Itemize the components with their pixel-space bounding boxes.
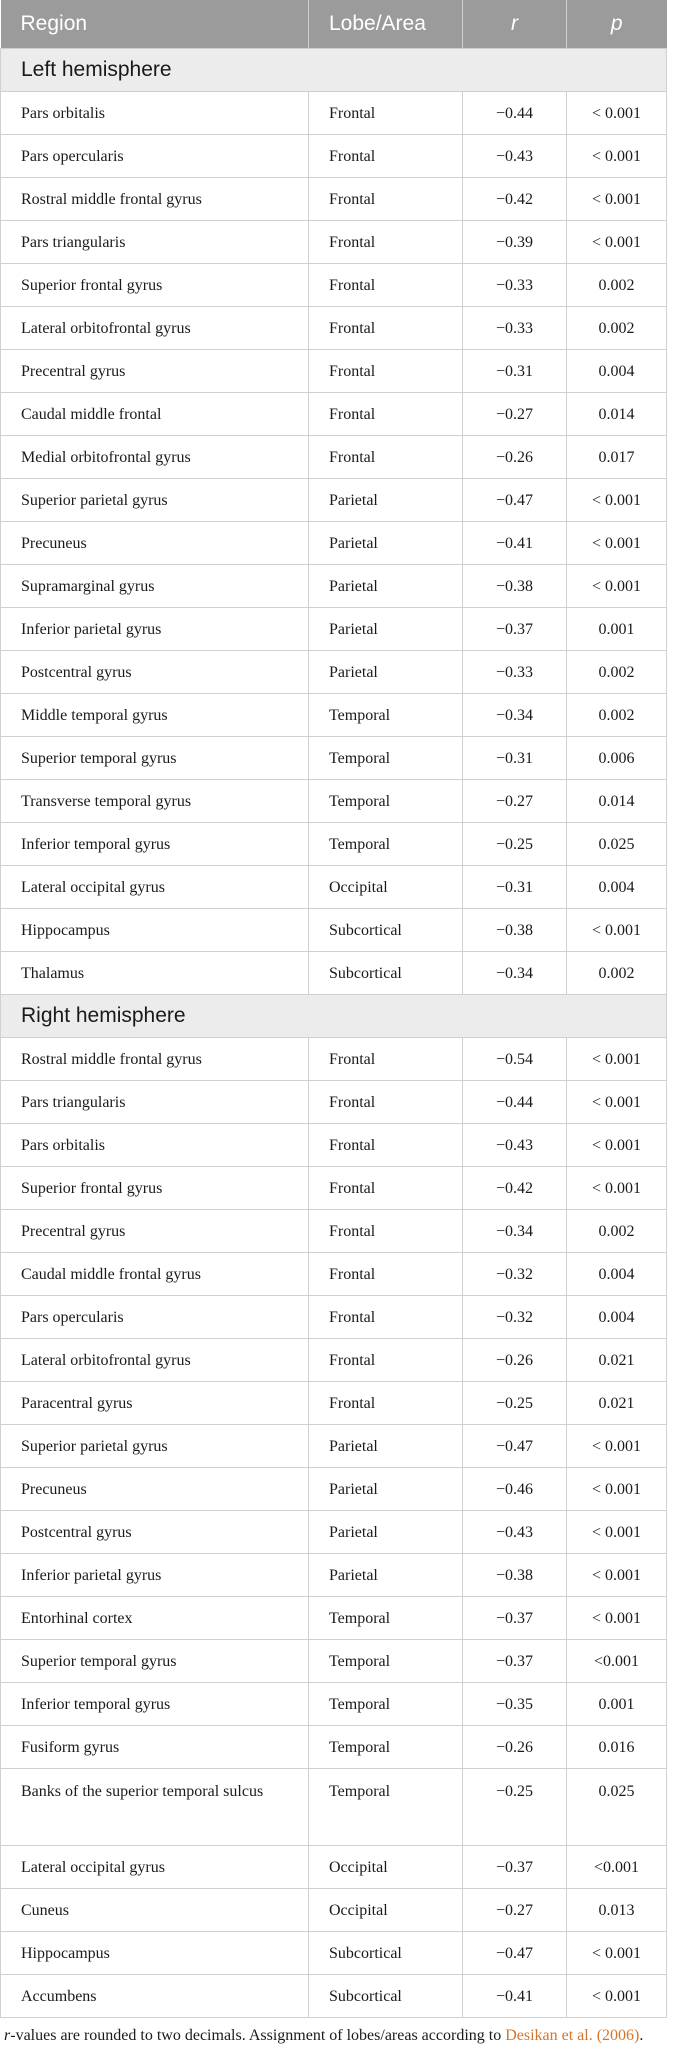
lobe-cell: Frontal (309, 1382, 463, 1425)
p-value-cell: < 0.001 (567, 221, 667, 264)
lobe-cell: Temporal (309, 1769, 463, 1846)
table-row (1, 1889, 667, 1932)
table-row (1, 608, 667, 651)
p-value-cell: < 0.001 (567, 1511, 667, 1554)
p-value-cell: < 0.001 (567, 92, 667, 135)
region-cell: Pars opercularis (1, 135, 309, 178)
table-row (1, 1210, 667, 1253)
lobe-cell: Temporal (309, 780, 463, 823)
table-row (1, 737, 667, 780)
region-cell: Pars orbitalis (1, 92, 309, 135)
table-row (1, 307, 667, 350)
lobe-cell: Occipital (309, 866, 463, 909)
p-value-cell: 0.002 (567, 307, 667, 350)
p-value-cell: 0.014 (567, 780, 667, 823)
p-value-cell: 0.016 (567, 1726, 667, 1769)
footnote-r-symbol: r (4, 2027, 11, 2044)
region-cell: Lateral orbitofrontal gyrus (1, 307, 309, 350)
region-cell: Pars opercularis (1, 1296, 309, 1339)
lobe-cell: Parietal (309, 522, 463, 565)
p-value-cell: 0.001 (567, 1683, 667, 1726)
r-value-cell: −0.31 (463, 350, 567, 393)
r-value-cell: −0.43 (463, 1511, 567, 1554)
citation-link[interactable]: Desikan et al. (2006) (505, 2027, 640, 2044)
lobe-cell: Frontal (309, 135, 463, 178)
table-row (1, 1554, 667, 1597)
column-header-p: p (567, 0, 667, 49)
region-cell: Banks of the superior temporal sulcus (1, 1769, 309, 1846)
region-cell: Precuneus (1, 522, 309, 565)
region-cell: Superior frontal gyrus (1, 1167, 309, 1210)
r-value-cell: −0.34 (463, 694, 567, 737)
lobe-cell: Parietal (309, 1425, 463, 1468)
region-cell: Inferior parietal gyrus (1, 608, 309, 651)
region-cell: Precuneus (1, 1468, 309, 1511)
table-row (1, 1511, 667, 1554)
table-row (1, 522, 667, 565)
region-cell: Middle temporal gyrus (1, 694, 309, 737)
region-cell: Lateral orbitofrontal gyrus (1, 1339, 309, 1382)
p-value-cell: < 0.001 (567, 1554, 667, 1597)
table-row (1, 1683, 667, 1726)
table-row (1, 1597, 667, 1640)
table-row (1, 1468, 667, 1511)
r-value-cell: −0.47 (463, 1932, 567, 1975)
region-cell: Superior temporal gyrus (1, 1640, 309, 1683)
region-cell: Superior parietal gyrus (1, 1425, 309, 1468)
table-row (1, 651, 667, 694)
region-cell: Rostral middle frontal gyrus (1, 178, 309, 221)
p-value-cell: 0.006 (567, 737, 667, 780)
lobe-cell: Parietal (309, 1468, 463, 1511)
lobe-cell: Frontal (309, 1038, 463, 1081)
r-value-cell: −0.39 (463, 221, 567, 264)
table-row (1, 1124, 667, 1167)
lobe-cell: Frontal (309, 1253, 463, 1296)
table-row (1, 264, 667, 307)
p-value-cell: < 0.001 (567, 178, 667, 221)
region-cell: Lateral occipital gyrus (1, 866, 309, 909)
r-value-cell: −0.37 (463, 1640, 567, 1683)
r-value-cell: −0.25 (463, 823, 567, 866)
r-value-cell: −0.54 (463, 1038, 567, 1081)
lobe-cell: Frontal (309, 1296, 463, 1339)
r-value-cell: −0.44 (463, 1081, 567, 1124)
region-cell: Lateral occipital gyrus (1, 1846, 309, 1889)
r-value-cell: −0.31 (463, 866, 567, 909)
r-value-cell: −0.44 (463, 92, 567, 135)
region-cell: Thalamus (1, 952, 309, 995)
p-value-cell: < 0.001 (567, 1081, 667, 1124)
lobe-cell: Temporal (309, 737, 463, 780)
lobe-cell: Frontal (309, 1167, 463, 1210)
p-value-cell: 0.021 (567, 1382, 667, 1425)
table-row (1, 393, 667, 436)
section-row (1, 995, 667, 1038)
lobe-cell: Frontal (309, 1210, 463, 1253)
table-row (1, 952, 667, 995)
table-header (1, 0, 667, 49)
table-row (1, 1640, 667, 1683)
r-value-cell: −0.25 (463, 1769, 567, 1846)
region-cell: Caudal middle frontal gyrus (1, 1253, 309, 1296)
lobe-cell: Parietal (309, 479, 463, 522)
lobe-cell: Frontal (309, 350, 463, 393)
p-value-cell: < 0.001 (567, 1124, 667, 1167)
p-value-cell: 0.002 (567, 651, 667, 694)
table-row (1, 436, 667, 479)
p-value-cell: < 0.001 (567, 479, 667, 522)
region-cell: Inferior temporal gyrus (1, 1683, 309, 1726)
r-value-cell: −0.27 (463, 780, 567, 823)
r-value-cell: −0.35 (463, 1683, 567, 1726)
table-body (1, 49, 667, 2018)
r-value-cell: −0.47 (463, 479, 567, 522)
p-value-cell: < 0.001 (567, 1975, 667, 2018)
lobe-cell: Temporal (309, 1683, 463, 1726)
r-value-cell: −0.27 (463, 1889, 567, 1932)
lobe-cell: Occipital (309, 1889, 463, 1932)
header-row (1, 0, 667, 49)
r-value-cell: −0.43 (463, 1124, 567, 1167)
p-value-cell: 0.002 (567, 694, 667, 737)
r-value-cell: −0.33 (463, 264, 567, 307)
r-value-cell: −0.32 (463, 1253, 567, 1296)
region-cell: Pars orbitalis (1, 1124, 309, 1167)
p-value-cell: 0.025 (567, 1769, 667, 1846)
r-value-cell: −0.37 (463, 608, 567, 651)
r-value-cell: −0.38 (463, 565, 567, 608)
lobe-cell: Temporal (309, 1726, 463, 1769)
r-value-cell: −0.33 (463, 307, 567, 350)
p-value-cell: < 0.001 (567, 135, 667, 178)
region-cell: Supramarginal gyrus (1, 565, 309, 608)
region-cell: Precentral gyrus (1, 350, 309, 393)
footnote-end: . (639, 2027, 644, 2044)
region-cell: Superior parietal gyrus (1, 479, 309, 522)
p-value-cell: 0.004 (567, 866, 667, 909)
lobe-cell: Frontal (309, 178, 463, 221)
p-value-cell: <0.001 (567, 1640, 667, 1683)
region-cell: Caudal middle frontal (1, 393, 309, 436)
region-cell: Precentral gyrus (1, 1210, 309, 1253)
lobe-cell: Subcortical (309, 952, 463, 995)
r-value-cell: −0.41 (463, 522, 567, 565)
p-value-cell: < 0.001 (567, 1932, 667, 1975)
table-row (1, 92, 667, 135)
region-cell: Transverse temporal gyrus (1, 780, 309, 823)
r-value-cell: −0.41 (463, 1975, 567, 2018)
table-row (1, 135, 667, 178)
r-value-cell: −0.37 (463, 1597, 567, 1640)
r-value-cell: −0.27 (463, 393, 567, 436)
p-value-cell: 0.002 (567, 1210, 667, 1253)
column-header-region: Region (1, 0, 309, 49)
table-row (1, 565, 667, 608)
lobe-cell: Temporal (309, 823, 463, 866)
region-cell: Accumbens (1, 1975, 309, 2018)
r-value-cell: −0.25 (463, 1382, 567, 1425)
table-row (1, 1425, 667, 1468)
p-value-cell: <0.001 (567, 1846, 667, 1889)
region-cell: Superior frontal gyrus (1, 264, 309, 307)
r-value-cell: −0.37 (463, 1846, 567, 1889)
table-row (1, 479, 667, 522)
region-cell: Inferior parietal gyrus (1, 1554, 309, 1597)
lobe-cell: Frontal (309, 221, 463, 264)
p-value-cell: 0.002 (567, 952, 667, 995)
table-row (1, 350, 667, 393)
lobe-cell: Subcortical (309, 909, 463, 952)
table-row (1, 1296, 667, 1339)
column-header-r: r (463, 0, 567, 49)
region-cell: Postcentral gyrus (1, 651, 309, 694)
table-row (1, 221, 667, 264)
lobe-cell: Frontal (309, 1081, 463, 1124)
lobe-cell: Parietal (309, 651, 463, 694)
lobe-cell: Frontal (309, 1124, 463, 1167)
table-row (1, 780, 667, 823)
r-value-cell: −0.46 (463, 1468, 567, 1511)
r-value-cell: −0.26 (463, 1339, 567, 1382)
p-value-cell: < 0.001 (567, 1038, 667, 1081)
table-row (1, 909, 667, 952)
region-cell: Postcentral gyrus (1, 1511, 309, 1554)
p-value-cell: 0.002 (567, 264, 667, 307)
table-row (1, 823, 667, 866)
lobe-cell: Parietal (309, 608, 463, 651)
table-footnote (0, 2018, 668, 2047)
table-row (1, 1726, 667, 1769)
p-value-cell: 0.013 (567, 1889, 667, 1932)
lobe-cell: Subcortical (309, 1975, 463, 2018)
region-cell: Paracentral gyrus (1, 1382, 309, 1425)
table-row (1, 1932, 667, 1975)
lobe-cell: Frontal (309, 436, 463, 479)
r-value-cell: −0.33 (463, 651, 567, 694)
section-title: Left hemisphere (1, 49, 667, 92)
r-value-cell: −0.47 (463, 1425, 567, 1468)
p-value-cell: 0.004 (567, 1296, 667, 1339)
p-value-cell: 0.017 (567, 436, 667, 479)
r-value-cell: −0.34 (463, 952, 567, 995)
p-value-cell: 0.021 (567, 1339, 667, 1382)
lobe-cell: Occipital (309, 1846, 463, 1889)
p-value-cell: < 0.001 (567, 1597, 667, 1640)
p-value-cell: 0.014 (567, 393, 667, 436)
lobe-cell: Frontal (309, 92, 463, 135)
p-value-cell: 0.001 (567, 608, 667, 651)
p-value-cell: 0.004 (567, 1253, 667, 1296)
table-row (1, 1769, 667, 1846)
lobe-cell: Frontal (309, 393, 463, 436)
region-cell: Pars triangularis (1, 1081, 309, 1124)
p-value-cell: 0.004 (567, 350, 667, 393)
table-row (1, 1253, 667, 1296)
table-row (1, 1382, 667, 1425)
r-value-cell: −0.32 (463, 1296, 567, 1339)
lobe-cell: Parietal (309, 1511, 463, 1554)
region-cell: Hippocampus (1, 1932, 309, 1975)
region-cell: Hippocampus (1, 909, 309, 952)
r-value-cell: −0.43 (463, 135, 567, 178)
region-cell: Cuneus (1, 1889, 309, 1932)
lobe-cell: Parietal (309, 565, 463, 608)
lobe-cell: Parietal (309, 1554, 463, 1597)
p-value-cell: < 0.001 (567, 1425, 667, 1468)
p-value-cell: < 0.001 (567, 1468, 667, 1511)
table-row (1, 1081, 667, 1124)
p-value-cell: < 0.001 (567, 565, 667, 608)
region-cell: Rostral middle frontal gyrus (1, 1038, 309, 1081)
region-cell: Superior temporal gyrus (1, 737, 309, 780)
table-row (1, 1038, 667, 1081)
p-value-cell: < 0.001 (567, 522, 667, 565)
region-cell: Pars triangularis (1, 221, 309, 264)
r-value-cell: −0.42 (463, 1167, 567, 1210)
table-row (1, 1167, 667, 1210)
p-value-cell: 0.025 (567, 823, 667, 866)
region-cell: Fusiform gyrus (1, 1726, 309, 1769)
table-row (1, 178, 667, 221)
table-row (1, 866, 667, 909)
table-row (1, 1975, 667, 2018)
region-cell: Entorhinal cortex (1, 1597, 309, 1640)
column-header-lobe: Lobe/Area (309, 0, 463, 49)
table-row (1, 1339, 667, 1382)
lobe-cell: Frontal (309, 264, 463, 307)
r-value-cell: −0.42 (463, 178, 567, 221)
lobe-cell: Frontal (309, 1339, 463, 1382)
r-value-cell: −0.31 (463, 737, 567, 780)
lobe-cell: Temporal (309, 1640, 463, 1683)
region-cell: Inferior temporal gyrus (1, 823, 309, 866)
lobe-cell: Frontal (309, 307, 463, 350)
region-cell: Medial orbitofrontal gyrus (1, 436, 309, 479)
table-row (1, 1846, 667, 1889)
section-title: Right hemisphere (1, 995, 667, 1038)
lobe-cell: Temporal (309, 694, 463, 737)
r-value-cell: −0.26 (463, 1726, 567, 1769)
r-value-cell: −0.26 (463, 436, 567, 479)
r-value-cell: −0.38 (463, 909, 567, 952)
table-row (1, 694, 667, 737)
footnote-text: -values are rounded to two decimals. Assignment of lobes/areas according to (10, 2027, 506, 2044)
r-value-cell: −0.34 (463, 1210, 567, 1253)
p-value-cell: < 0.001 (567, 909, 667, 952)
section-row (1, 49, 667, 92)
lobe-cell: Temporal (309, 1597, 463, 1640)
r-value-cell: −0.38 (463, 1554, 567, 1597)
p-value-cell: < 0.001 (567, 1167, 667, 1210)
lobe-cell: Subcortical (309, 1932, 463, 1975)
